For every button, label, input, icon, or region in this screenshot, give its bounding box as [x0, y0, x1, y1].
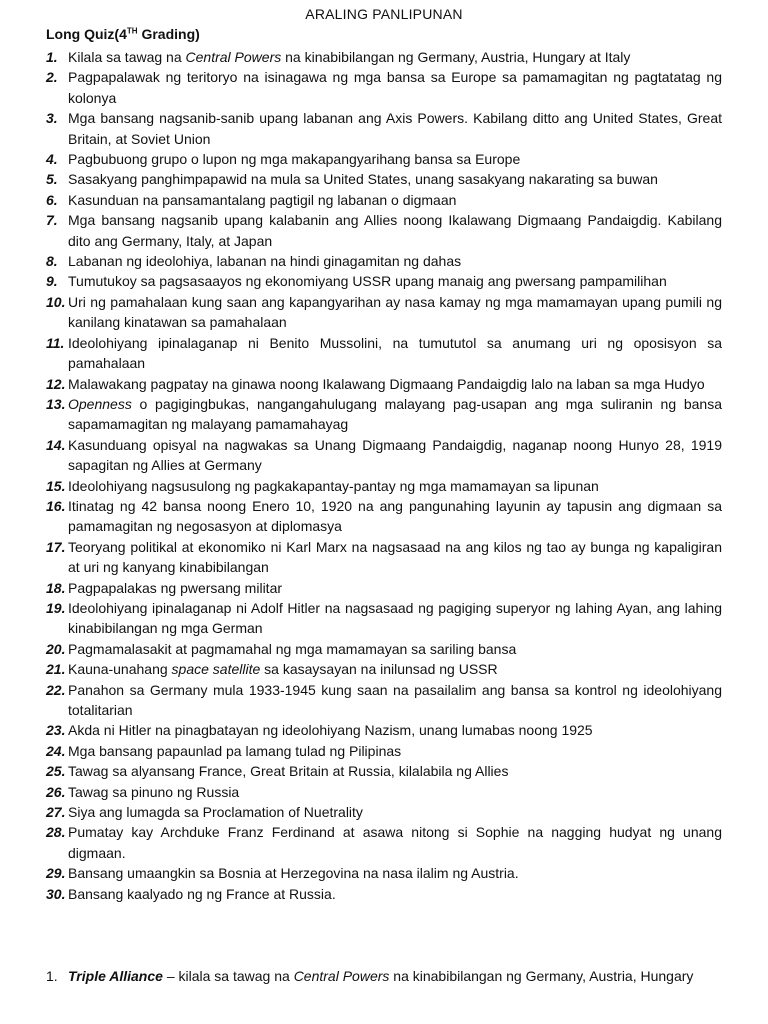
question-text-tail: o pagigingbukas, nangangahulugang malayang pag-usapan ang mga suliranin ng bansa sapamamagitan ng malayang pamamahayag — [68, 395, 722, 433]
question-item — [46, 394, 722, 435]
question-item — [46, 210, 722, 251]
question-item — [46, 680, 722, 721]
question-number: 5. — [46, 171, 58, 188]
quiz-title — [46, 26, 200, 42]
question-text: Teoryang politikal at ekonomiko ni Karl Marx na nagsasaad na ang kilos ng tao ay bunga ng kapaligiran at uri ng kanyang kinabibilangan — [68, 538, 722, 576]
question-text: Uri ng pamahalaan kung saan ang kapangyarihan ay nasa kamay ng mga mamamayan upang pumili ng kanilang kinatawan sa pamahalaan — [68, 293, 722, 331]
question-text: Pumatay kay Archduke Franz Ferdinand at asawa nitong si Sophie na nagging hudyat ng unang digmaan. — [68, 824, 722, 861]
question-number: 4. — [46, 151, 58, 168]
question-text: Tawag sa alyansang France, Great Britain at Russia, kilalabila ng Allies — [68, 763, 509, 780]
question-text: Akda ni Hitler na pinagbatayan ng ideolohiyang Nazism, unang lumabas noong 1925 — [68, 722, 593, 739]
question-number: 7. — [46, 212, 58, 229]
question-number: 30. — [46, 885, 66, 902]
question-item — [46, 578, 722, 598]
question-text: Ideolohiyang ipinalaganap ni Adolf Hitler na nagsasaad ng pagiging superyor ng lahing Ayan, ang lahing kinabibilangan ng mga German — [68, 599, 722, 637]
question-item — [46, 190, 722, 210]
question-text: Malawakang pagpatay na ginawa noong Ikalawang Digmaang Pandaigdig lalo na laban sa mga Hudyo — [68, 375, 705, 392]
question-item — [46, 169, 722, 189]
answer-text: – kilala sa tawag na — [162, 968, 294, 984]
question-text: Sasakyang panghimpapawid na mula sa United States, unang sasakyang nakarating sa buwan — [68, 171, 658, 188]
question-text: Tumutukoy sa pagsasaayos ng ekonomiyang USSR upang manaig ang pwersang pampamilihan — [68, 273, 667, 290]
question-list — [46, 47, 722, 904]
answer-emphasis: Central Powers — [293, 968, 390, 984]
question-number: 2. — [46, 69, 58, 86]
question-number: 28. — [46, 824, 66, 841]
question-item — [46, 761, 722, 781]
question-text: Kasunduan na pansamantalang pagtigil ng labanan o digmaan — [68, 191, 457, 208]
question-number: 18. — [46, 579, 66, 596]
question-text: Itinatag ng 42 bansa noong Enero 10, 1920 na ang pangunahing layunin ay tapusin ang digmaan sa pamamagitan ng negosasyon at diplomasya — [68, 497, 722, 535]
question-item — [46, 333, 722, 374]
question-number: 27. — [46, 804, 66, 821]
question-emphasis: Central Powers — [185, 49, 282, 65]
question-text-tail: sa kasaysayan na inilunsad ng USSR — [260, 661, 498, 678]
question-item — [46, 720, 722, 740]
question-item — [46, 802, 722, 822]
question-text: Pagpapalawak ng teritoryo na isinagawa ng mga bansa sa Europe sa pamamagitan ng pagtatatag ng kolonya — [68, 69, 722, 106]
quiz-title-sup: TH — [126, 26, 138, 36]
question-number: 12. — [46, 375, 66, 392]
question-item — [46, 537, 722, 578]
question-number: 22. — [46, 681, 66, 698]
quiz-title-pre: Long Quiz(4 — [46, 26, 127, 42]
question-item — [46, 822, 722, 863]
question-text: Pagmamalasakit at pagmamahal ng mga mamamayan sa sariling bansa — [68, 640, 517, 657]
question-number: 21. — [46, 661, 66, 678]
question-text-tail: na kinabibilangan ng Germany, Austria, Hungary at Italy — [281, 49, 631, 65]
question-number: 13. — [46, 395, 66, 412]
question-emphasis: space satellite — [171, 661, 261, 678]
question-item — [46, 884, 722, 904]
question-number: 25. — [46, 763, 66, 780]
question-item — [46, 435, 722, 476]
question-text: Kasunduang opisyal na nagwakas sa Unang Digmaang Pandaigdig, naganap noong Hunyo 28, 1919 sapagitan ng Allies at Germany — [68, 436, 722, 474]
subject-title: ARALING PANLIPUNAN — [305, 6, 463, 22]
question-text: Bansang umaangkin sa Bosnia at Herzegovina na nasa ilalim ng Austria. — [68, 865, 519, 882]
question-number: 16. — [46, 497, 66, 514]
question-item — [46, 863, 722, 883]
question-number: 19. — [46, 599, 66, 616]
question-item — [46, 108, 722, 149]
question-text: Panahon sa Germany mula 1933-1945 kung saan na pasailalim ang bansa sa kontrol ng ideolohiyang totalitarian — [68, 681, 722, 718]
quiz-title-post: Grading) — [137, 26, 200, 42]
answer-item — [46, 966, 736, 986]
question-number: 20. — [46, 640, 66, 657]
question-item — [46, 639, 722, 659]
question-text: Mga bansang papaunlad pa lamang tulad ng Pilipinas — [68, 742, 402, 759]
answer-text-tail: na kinabibilangan ng Germany, Austria, Hungary — [389, 968, 694, 984]
question-number: 1. — [46, 49, 58, 65]
question-text: Mga bansang nagsanib upang kalabanin ang Allies noong Ikalawang Digmaang Pandaigdig. Kabilang dito ang Germany, Italy, at Japan — [68, 212, 722, 249]
answer-key — [46, 966, 736, 986]
question-text: Siya ang lumagda sa Proclamation of Nuetrality — [68, 804, 363, 821]
question-number: 23. — [46, 722, 66, 739]
question-item — [46, 659, 722, 679]
question-number: 24. — [46, 742, 66, 759]
question-number: 15. — [46, 477, 66, 494]
question-item — [46, 374, 722, 394]
question-text: Tawag sa pinuno ng Russia — [68, 783, 240, 800]
question-text: Ideolohiyang ipinalaganap ni Benito Mussolini, na tumututol sa anumang uri ng oposisyon sa pamahalaan — [68, 334, 722, 372]
question-number: 9. — [46, 273, 58, 290]
answer-number: 1. — [46, 968, 58, 984]
question-number: 17. — [46, 538, 66, 555]
question-text: Bansang kaalyado ng ng France at Russia. — [68, 885, 336, 902]
question-text: Ideolohiyang nagsusulong ng pagkakapantay-pantay ng mga mamamayan sa lipunan — [68, 477, 599, 494]
question-item — [46, 598, 722, 639]
question-number: 26. — [46, 783, 66, 800]
question-number: 14. — [46, 436, 66, 453]
question-text: Kilala sa tawag na — [68, 49, 186, 65]
question-item — [46, 292, 722, 333]
question-number: 3. — [46, 110, 58, 127]
question-item — [46, 476, 722, 496]
question-item — [46, 67, 722, 108]
question-item — [46, 782, 722, 802]
question-number: 29. — [46, 865, 66, 882]
question-number: 11. — [46, 334, 65, 351]
question-item — [46, 149, 722, 169]
question-item — [46, 251, 722, 271]
question-item — [46, 47, 722, 67]
question-text: Pagpapalakas ng pwersang militar — [68, 579, 283, 596]
answer-term: Triple Alliance — [68, 968, 163, 984]
question-number: 6. — [46, 191, 58, 208]
question-item — [46, 741, 722, 761]
question-text: Pagbubuong grupo o lupon ng mga makapangyarihang bansa sa Europe — [68, 151, 521, 168]
question-text: Mga bansang nagsanib-sanib upang labanan ang Axis Powers. Kabilang ditto ang United States, Great Britain, at Soviet Union — [68, 110, 722, 147]
question-emphasis: Openness — [68, 395, 132, 412]
question-text: Kauna-unahang — [68, 661, 172, 678]
question-number: 8. — [46, 253, 58, 270]
question-text: Labanan ng ideolohiya, labanan na hindi ginagamitan ng dahas — [68, 253, 462, 270]
question-number: 10. — [46, 293, 66, 310]
question-item — [46, 496, 722, 537]
question-item — [46, 271, 722, 291]
